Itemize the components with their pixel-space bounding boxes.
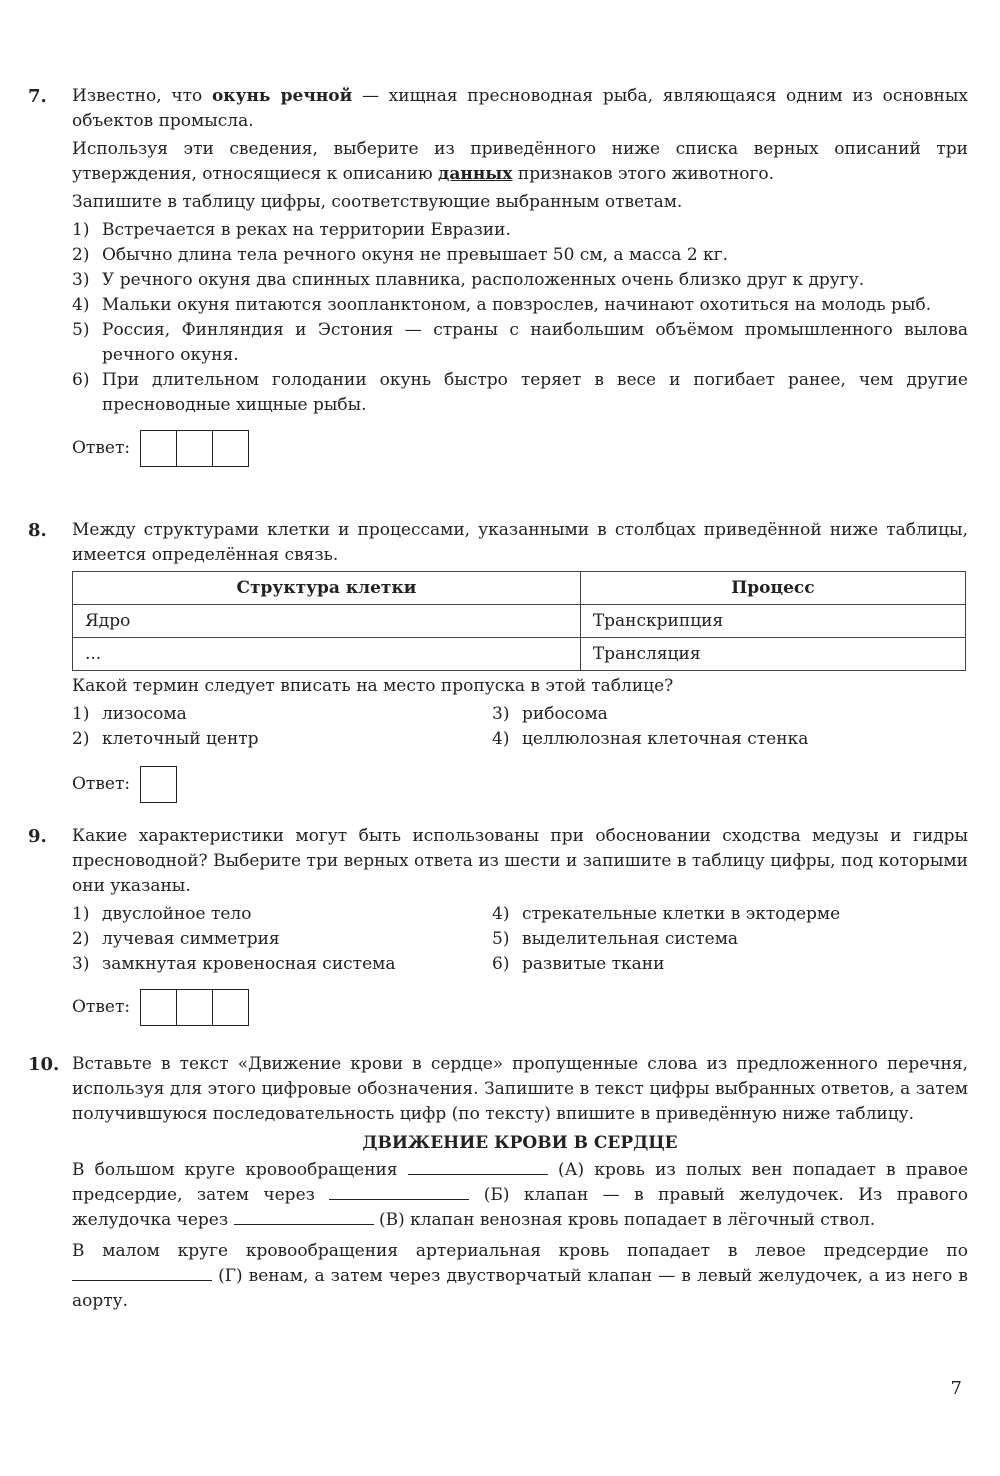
answer-cell[interactable]: [141, 990, 177, 1025]
option: 2) Обычно длина тела речного окуня не превышает 50 см, а масса 2 кг.: [72, 245, 728, 265]
question-intro: Известно, что окунь речной — хищная пресноводная рыба, являющаяся одним из основных объектов промысла.: [72, 86, 968, 131]
question-intro: Какие характеристики могут быть использованы при обосновании сходства медузы и гидры пресноводной? Выберите три верных ответа из шести и запишите в таблицу цифры, под которыми они указаны.: [72, 826, 968, 896]
question-number: 7.: [28, 86, 47, 107]
table-row: [73, 638, 966, 671]
answer-label: Ответ:: [72, 438, 131, 458]
question-7: [28, 84, 968, 467]
option: 3) рибосома: [492, 704, 608, 724]
option: 6) При длительном голодании окунь быстро теряет в весе и погибает ранее, чем другие пресноводные хищные рыбы.: [72, 370, 968, 415]
blank-b[interactable]: [329, 1183, 469, 1200]
option: 6) развитые ткани: [492, 954, 665, 974]
answer-grid: [140, 766, 177, 803]
answer-cell[interactable]: [177, 990, 213, 1025]
table-cell: Транскрипция: [580, 605, 965, 638]
table-header: Структура клетки: [73, 572, 581, 605]
answer-cell[interactable]: [213, 431, 248, 466]
option: 4) стрекательные клетки в эктодерме: [492, 904, 841, 924]
answer-row: [72, 430, 968, 467]
table-cell: ...: [73, 638, 581, 671]
option: 4) Мальки окуня питаются зоопланктоном, а повзрослев, начинают охотиться на молодь рыб.: [72, 295, 932, 315]
question-9: [28, 824, 968, 1026]
table-cell: Ядро: [73, 605, 581, 638]
option: 3) замкнутая кровеносная система: [72, 954, 396, 974]
option: 3) У речного окуня два спинных плавника, расположенных очень близко друг к другу.: [72, 270, 865, 290]
emphasis-term: данных: [438, 164, 513, 184]
blank-v[interactable]: [234, 1208, 374, 1225]
answer-row: [72, 766, 968, 803]
options-grid: [72, 902, 968, 977]
answer-cell[interactable]: [213, 990, 248, 1025]
option: 1) двуслойное тело: [72, 904, 252, 924]
answer-label: Ответ:: [72, 997, 131, 1017]
answer-cell[interactable]: [141, 767, 176, 802]
option: 2) лучевая симметрия: [72, 929, 280, 949]
question-8: [28, 518, 968, 803]
page-number: 7: [950, 1378, 962, 1399]
answer-row: [72, 989, 968, 1026]
table-header: Процесс: [580, 572, 965, 605]
gap-text-paragraph-1: В большом круге кровообращения (А) кровь из полых вен попадает в правое предсердие, затем через (Б) клапан — в правый желудочек. Из правого желудочка через (В) клапан венозная кровь попадает в лёгочный ствол.: [72, 1160, 969, 1230]
question-number: 9.: [28, 826, 47, 847]
option: 4) целлюлозная клеточная стенка: [492, 729, 809, 749]
question-number: 8.: [28, 520, 47, 541]
question-10: [28, 1052, 968, 1317]
answer-cell[interactable]: [141, 431, 177, 466]
blank-g[interactable]: [72, 1264, 212, 1281]
text-heading: ДВИЖЕНИЕ КРОВИ В СЕРДЦЕ: [362, 1133, 678, 1153]
answer-grid: [140, 989, 249, 1026]
question-instruction: Используя эти сведения, выберите из приведённого ниже списка верных описаний три утверждения, относящиеся к описанию данных признаков этого животного.: [72, 139, 968, 184]
question-prompt: Какой термин следует вписать на место пропуска в этой таблице?: [72, 676, 674, 696]
structure-process-table: [72, 571, 966, 671]
table-row: [73, 605, 966, 638]
gap-text-paragraph-2: В малом круге кровообращения артериальная кровь попадает в левое предсердие по (Г) венам, а затем через двустворчатый клапан — в левый желудочек, а из него в аорту.: [72, 1241, 968, 1311]
answer-label: Ответ:: [72, 774, 131, 794]
options-grid: [72, 702, 968, 752]
option: 5) выделительная система: [492, 929, 739, 949]
option: 1) лизосома: [72, 704, 187, 724]
option: 2) клеточный центр: [72, 729, 259, 749]
key-term: окунь речной: [211, 86, 353, 106]
option: 1) Встречается в реках на территории Евразии.: [72, 220, 511, 240]
question-intro: Между структурами клетки и процессами, указанными в столбцах приведённой ниже таблицы, имеется определённая связь.: [72, 520, 968, 565]
question-instruction-2: Запишите в таблицу цифры, соответствующие выбранным ответам.: [72, 192, 683, 212]
option: 5) Россия, Финляндия и Эстония — страны с наибольшим объёмом промышленного вылова речного окуня.: [72, 320, 968, 365]
answer-cell[interactable]: [177, 431, 213, 466]
blank-a[interactable]: [408, 1158, 548, 1175]
question-number: 10.: [28, 1054, 60, 1075]
question-intro: Вставьте в текст «Движение крови в сердце» пропущенные слова из предложенного перечня, используя для этого цифровые обозначения. Запишите в текст цифры выбранных ответов, а затем получившуюся последовательность цифр (по тексту) впишите в приведённую ниже таблицу.: [72, 1054, 968, 1124]
table-cell: Трансляция: [580, 638, 965, 671]
answer-grid: [140, 430, 249, 467]
